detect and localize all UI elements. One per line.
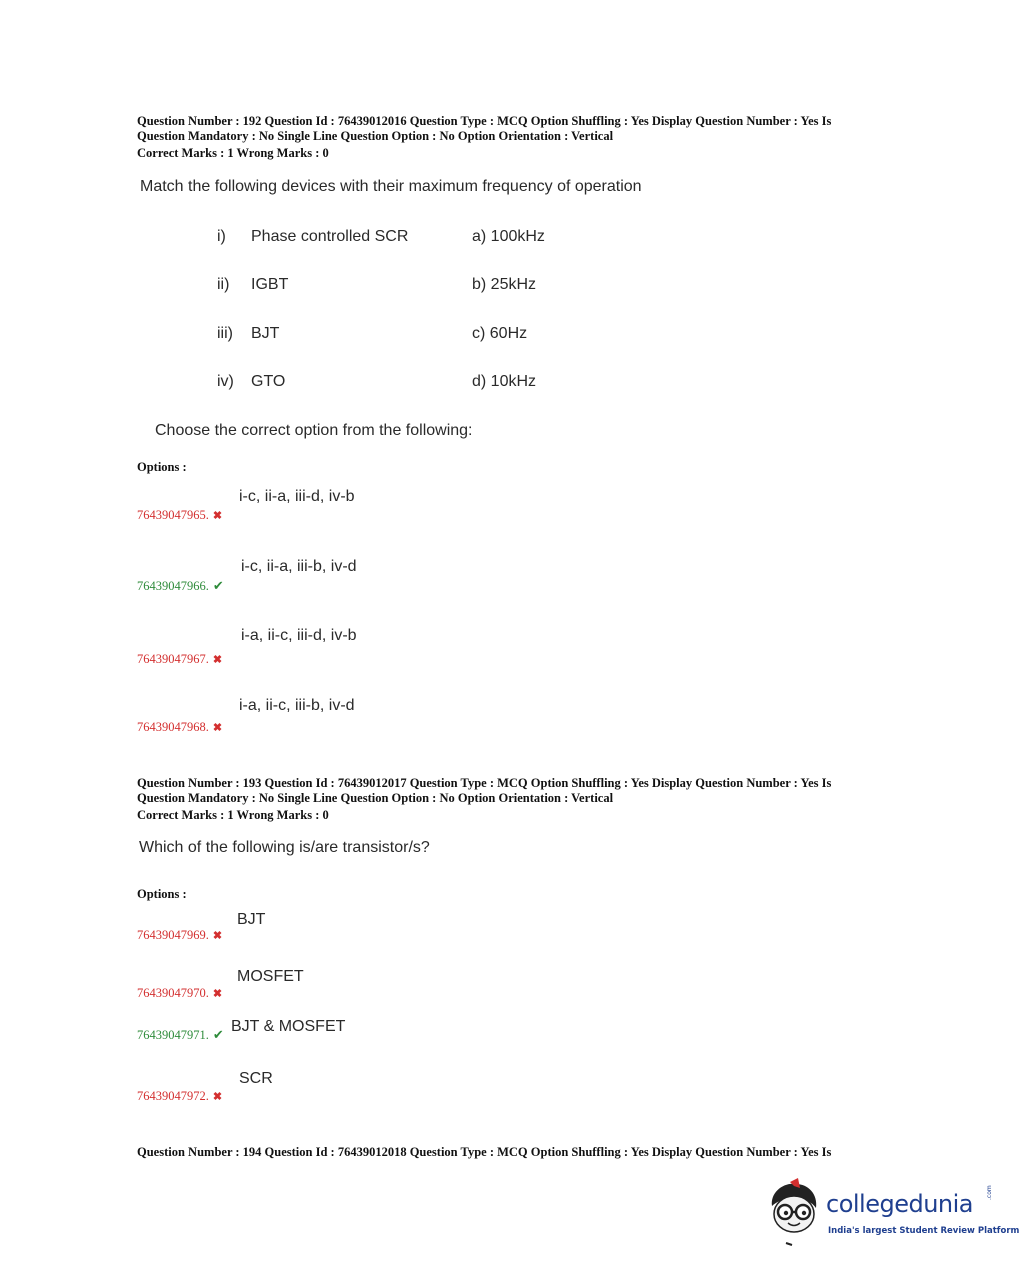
q192-meta-line2: Question Mandatory : No Single Line Question Option : No Option Orientation : Vertical — [137, 129, 614, 143]
option-row — [137, 578, 224, 594]
option-id: 76439047967. — [137, 652, 209, 666]
q192-meta-line3: Correct Marks : 1 Wrong Marks : 0 — [137, 146, 329, 160]
option-row — [137, 928, 222, 943]
match-row-frequency: b) 25kHz — [472, 276, 537, 293]
option-row — [137, 1027, 224, 1043]
q192-options-label: Options : — [137, 460, 187, 474]
match-row-num: i) — [217, 228, 226, 245]
logo-name: collegedunia — [826, 1190, 974, 1218]
q193-meta-line2: Question Mandatory : No Single Line Question Option : No Option Orientation : Vertical — [137, 791, 614, 805]
match-row-frequency: c) 60Hz — [472, 325, 528, 342]
match-row-device: Phase controlled SCR — [251, 228, 409, 245]
q192-instruction: Choose the correct option from the following: — [155, 422, 473, 439]
collegedunia-logo — [764, 1178, 1020, 1248]
option-row — [137, 986, 222, 1001]
match-row-frequency: d) 10kHz — [472, 373, 537, 390]
q193-options-label: Options : — [137, 887, 187, 901]
option-text: SCR — [239, 1070, 273, 1087]
option-row — [137, 652, 222, 667]
cross-icon: ✖ — [212, 654, 223, 666]
match-row-num: ii) — [217, 276, 230, 293]
option-text: MOSFET — [237, 968, 304, 985]
option-text: BJT — [237, 911, 266, 928]
option-id: 76439047966. — [137, 579, 209, 593]
match-row-frequency: a) 100kHz — [472, 228, 545, 245]
option-text: i-a, ii-c, iii-b, iv-d — [239, 697, 355, 714]
cross-icon: ✖ — [212, 930, 223, 942]
option-id: 76439047971. — [137, 1028, 209, 1042]
option-id: 76439047965. — [137, 508, 209, 522]
option-row — [137, 1089, 222, 1104]
q193-meta-line1: Question Number : 193 Question Id : 76439012017 Question Type : MCQ Option Shuffling : Yes Display Question Number : Yes Is — [137, 776, 832, 790]
q193-meta-line3: Correct Marks : 1 Wrong Marks : 0 — [137, 808, 329, 822]
logo-com: .com — [986, 1185, 993, 1200]
option-id: 76439047970. — [137, 986, 209, 1000]
cross-icon: ✖ — [212, 988, 223, 1000]
option-id: 76439047969. — [137, 928, 209, 942]
cross-icon: ✖ — [212, 722, 223, 734]
q194-meta-line1: Question Number : 194 Question Id : 76439012018 Question Type : MCQ Option Shuffling : Yes Display Question Number : Yes Is — [137, 1145, 832, 1159]
option-text: i-c, ii-a, iii-d, iv-b — [239, 488, 355, 505]
match-row-num: iii) — [217, 325, 233, 342]
q193-question-text: Which of the following is/are transistor/s? — [139, 839, 430, 856]
q192-question-text: Match the following devices with their maximum frequency of operation — [140, 178, 642, 195]
check-icon: ✔ — [212, 578, 224, 593]
match-row-device: GTO — [251, 373, 286, 390]
cross-icon: ✖ — [212, 1091, 223, 1103]
option-row — [137, 508, 222, 523]
match-row-num: iv) — [217, 373, 234, 390]
option-id: 76439047968. — [137, 720, 209, 734]
option-text: i-a, ii-c, iii-d, iv-b — [241, 627, 357, 644]
cross-icon: ✖ — [212, 510, 223, 522]
match-row-device: BJT — [251, 325, 280, 342]
match-row-device: IGBT — [251, 276, 289, 293]
option-text: i-c, ii-a, iii-b, iv-d — [241, 558, 357, 575]
mascot-icon — [764, 1178, 824, 1248]
logo-tagline: India's largest Student Review Platform — [828, 1226, 1020, 1236]
q192-meta-line1: Question Number : 192 Question Id : 76439012016 Question Type : MCQ Option Shuffling : Yes Display Question Number : Yes Is — [137, 114, 832, 128]
option-text: BJT & MOSFET — [231, 1018, 346, 1035]
option-id: 76439047972. — [137, 1089, 209, 1103]
option-row — [137, 720, 222, 735]
check-icon: ✔ — [212, 1027, 224, 1042]
